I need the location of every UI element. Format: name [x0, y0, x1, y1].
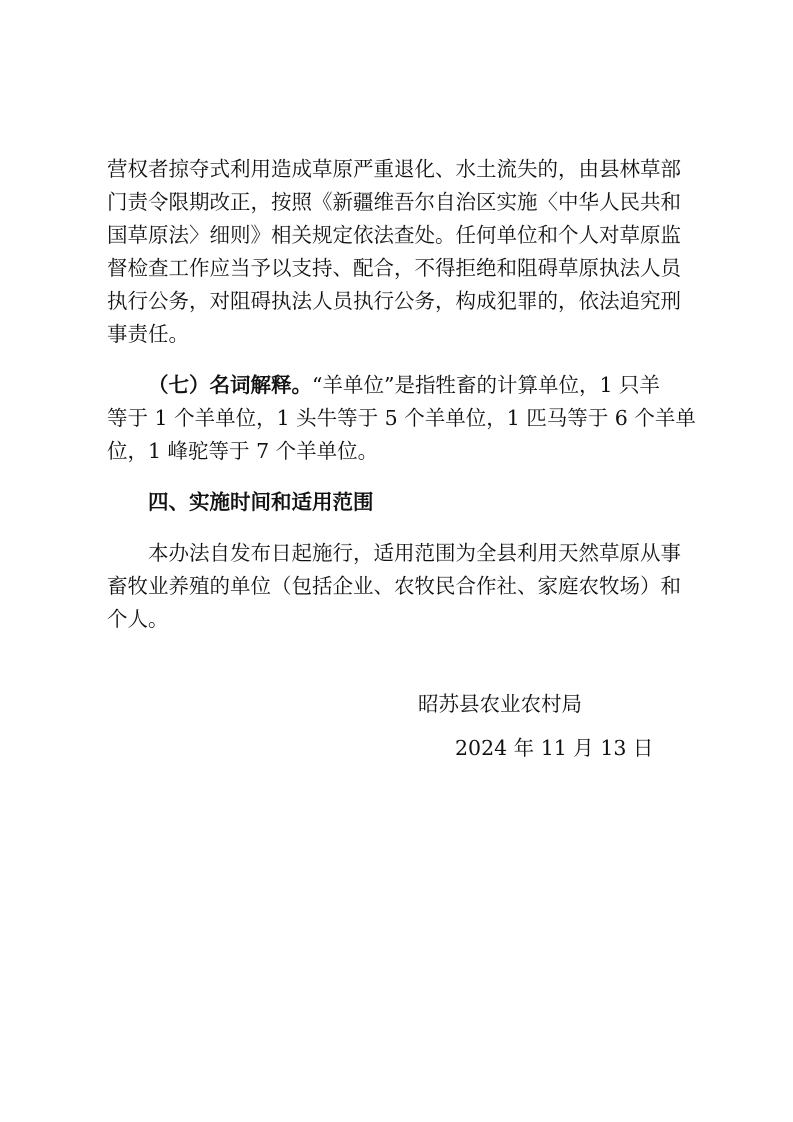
definition-text: “羊单位”是指牲畜的计算单位，1 只羊 [312, 373, 661, 397]
section4-line-3: 个人。 [107, 607, 169, 631]
paragraph1-line-4: 督检查工作应当予以支持、配合，不得拒绝和阻碍草原执法人员 [107, 256, 681, 280]
paragraph1-line-2: 门责令限期改正，按照《新疆维吾尔自治区实施〈中华人民共和 [107, 190, 681, 214]
signature-date: 2024 年 11 月 13 日 [455, 736, 654, 760]
paragraph1-line-5: 执行公务，对阻碍执法人员执行公务，构成犯罪的，依法追究刑 [107, 289, 681, 313]
signature-organization: 昭苏县农业农村局 [418, 692, 582, 716]
paragraph1-line-1: 营权者掠夺式利用造成草原严重退化、水土流失的，由县林草部 [107, 157, 681, 181]
paragraph2-line-2: 等于 1 个羊单位，1 头牛等于 5 个羊单位，1 匹马等于 6 个羊单 [107, 406, 696, 430]
paragraph2-line-3: 位，1 峰驼等于 7 个羊单位。 [107, 439, 379, 463]
definition-heading: （七）名词解释。 [148, 373, 312, 397]
section4-line-2: 畜牧业养殖的单位（包括企业、农牧民合作社、家庭农牧场）和 [107, 574, 681, 598]
paragraph1-line-6: 事责任。 [107, 322, 189, 346]
section4-heading: 四、实施时间和适用范围 [148, 490, 374, 514]
section4-line-1: 本办法自发布日起施行，适用范围为全县利用天然草原从事 [148, 541, 681, 565]
paragraph2-line-1 [148, 372, 660, 398]
paragraph1-line-3: 国草原法〉细则》相关规定依法查处。任何单位和个人对草原监 [107, 223, 681, 247]
